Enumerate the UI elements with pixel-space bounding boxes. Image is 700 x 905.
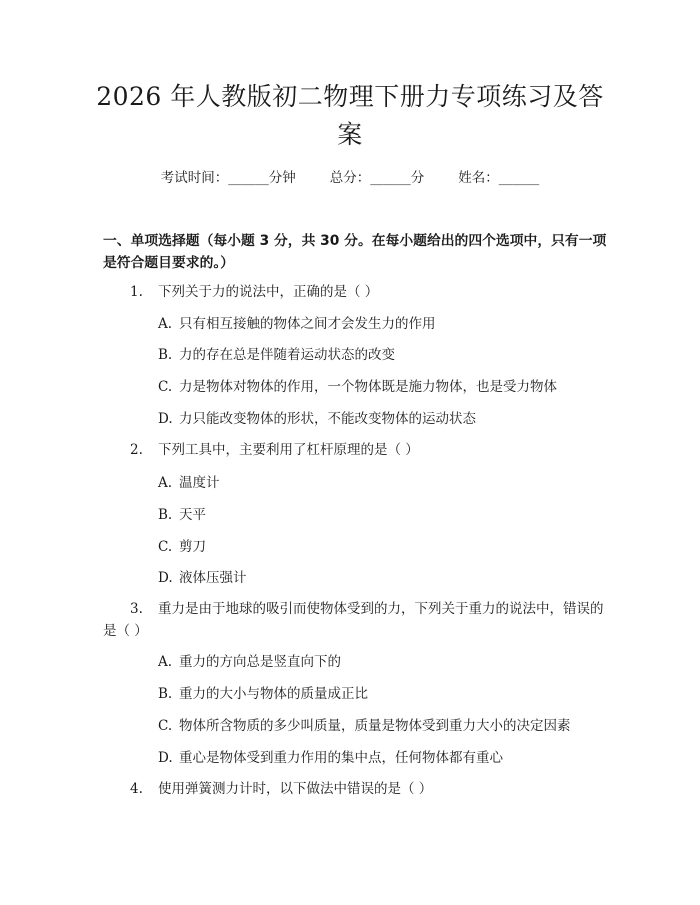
question-2-option-d	[158, 568, 247, 588]
option-text: 重心是物体受到重力作用的集中点，任何物体都有重心	[179, 750, 503, 766]
total-score-field: 总分：______分	[329, 170, 425, 186]
option-text: 力是物体对物体的作用，一个物体既是施力物体，也是受力物体	[179, 379, 557, 395]
option-letter: C.	[158, 379, 173, 395]
question-1-option-a	[158, 314, 436, 334]
question-2-option-a	[158, 473, 220, 493]
option-text: 重力的大小与物体的质量成正比	[179, 686, 368, 702]
question-text: 下列关于力的说法中，正确的是（ ）	[158, 284, 379, 300]
question-2-option-b	[158, 505, 206, 525]
question-3-option-a	[158, 652, 341, 672]
option-letter: D.	[158, 570, 173, 586]
section-heading: 一、单项选择题（每小题 3 分，共 30 分。在每小题给出的四个选项中，只有一项是符合题目要求的。）	[103, 233, 607, 271]
option-text: 重力的方向总是竖直向下的	[179, 654, 341, 670]
option-text: 物体所含物质的多少叫质量，质量是物体受到重力大小的决定因素	[179, 718, 571, 734]
option-text: 液体压强计	[179, 570, 247, 586]
option-letter: B.	[158, 507, 173, 523]
exam-meta	[0, 168, 700, 188]
question-number: 2.	[130, 442, 143, 458]
question-number: 1.	[130, 284, 143, 300]
option-text: 天平	[179, 507, 206, 523]
question-1-option-b	[158, 345, 395, 365]
question-4	[130, 779, 432, 799]
option-letter: D.	[158, 411, 173, 427]
option-text: 只有相互接触的物体之间才会发生力的作用	[179, 316, 436, 332]
option-text: 力只能改变物体的形状，不能改变物体的运动状态	[179, 411, 476, 427]
question-text: 使用弹簧测力计时，以下做法中错误的是（ ）	[158, 781, 433, 797]
option-text: 剪刀	[179, 539, 206, 555]
student-name-field: 姓名：______	[458, 170, 540, 186]
question-1-option-c	[158, 377, 557, 397]
option-text: 温度计	[179, 475, 220, 491]
option-letter: D.	[158, 750, 173, 766]
question-3-option-b	[158, 684, 368, 704]
option-letter: A.	[158, 475, 173, 491]
question-2	[130, 440, 419, 460]
question-3-option-c	[158, 716, 571, 736]
question-number: 3.	[130, 601, 143, 617]
question-number: 4.	[130, 781, 143, 797]
option-letter: B.	[158, 686, 173, 702]
page-title: 2026 年人教版初二物理下册力专项练习及答案	[96, 82, 604, 149]
option-letter: A.	[158, 654, 173, 670]
question-text: 下列工具中，主要利用了杠杆原理的是（ ）	[158, 442, 419, 458]
question-1-option-d	[158, 409, 476, 429]
question-text: 重力是由于地球的吸引而使物体受到的力，下列关于重力的说法中，错误的是（ ）	[103, 601, 604, 639]
exam-time-field: 考试时间：______分钟	[160, 170, 296, 186]
question-3-option-d	[158, 748, 503, 768]
question-1	[130, 282, 378, 302]
option-letter: C.	[158, 718, 173, 734]
option-letter: B.	[158, 347, 173, 363]
option-letter: A.	[158, 316, 173, 332]
question-2-option-c	[158, 537, 206, 557]
option-text: 力的存在总是伴随着运动状态的改变	[179, 347, 395, 363]
question-3	[103, 598, 613, 642]
option-letter: C.	[158, 539, 173, 555]
